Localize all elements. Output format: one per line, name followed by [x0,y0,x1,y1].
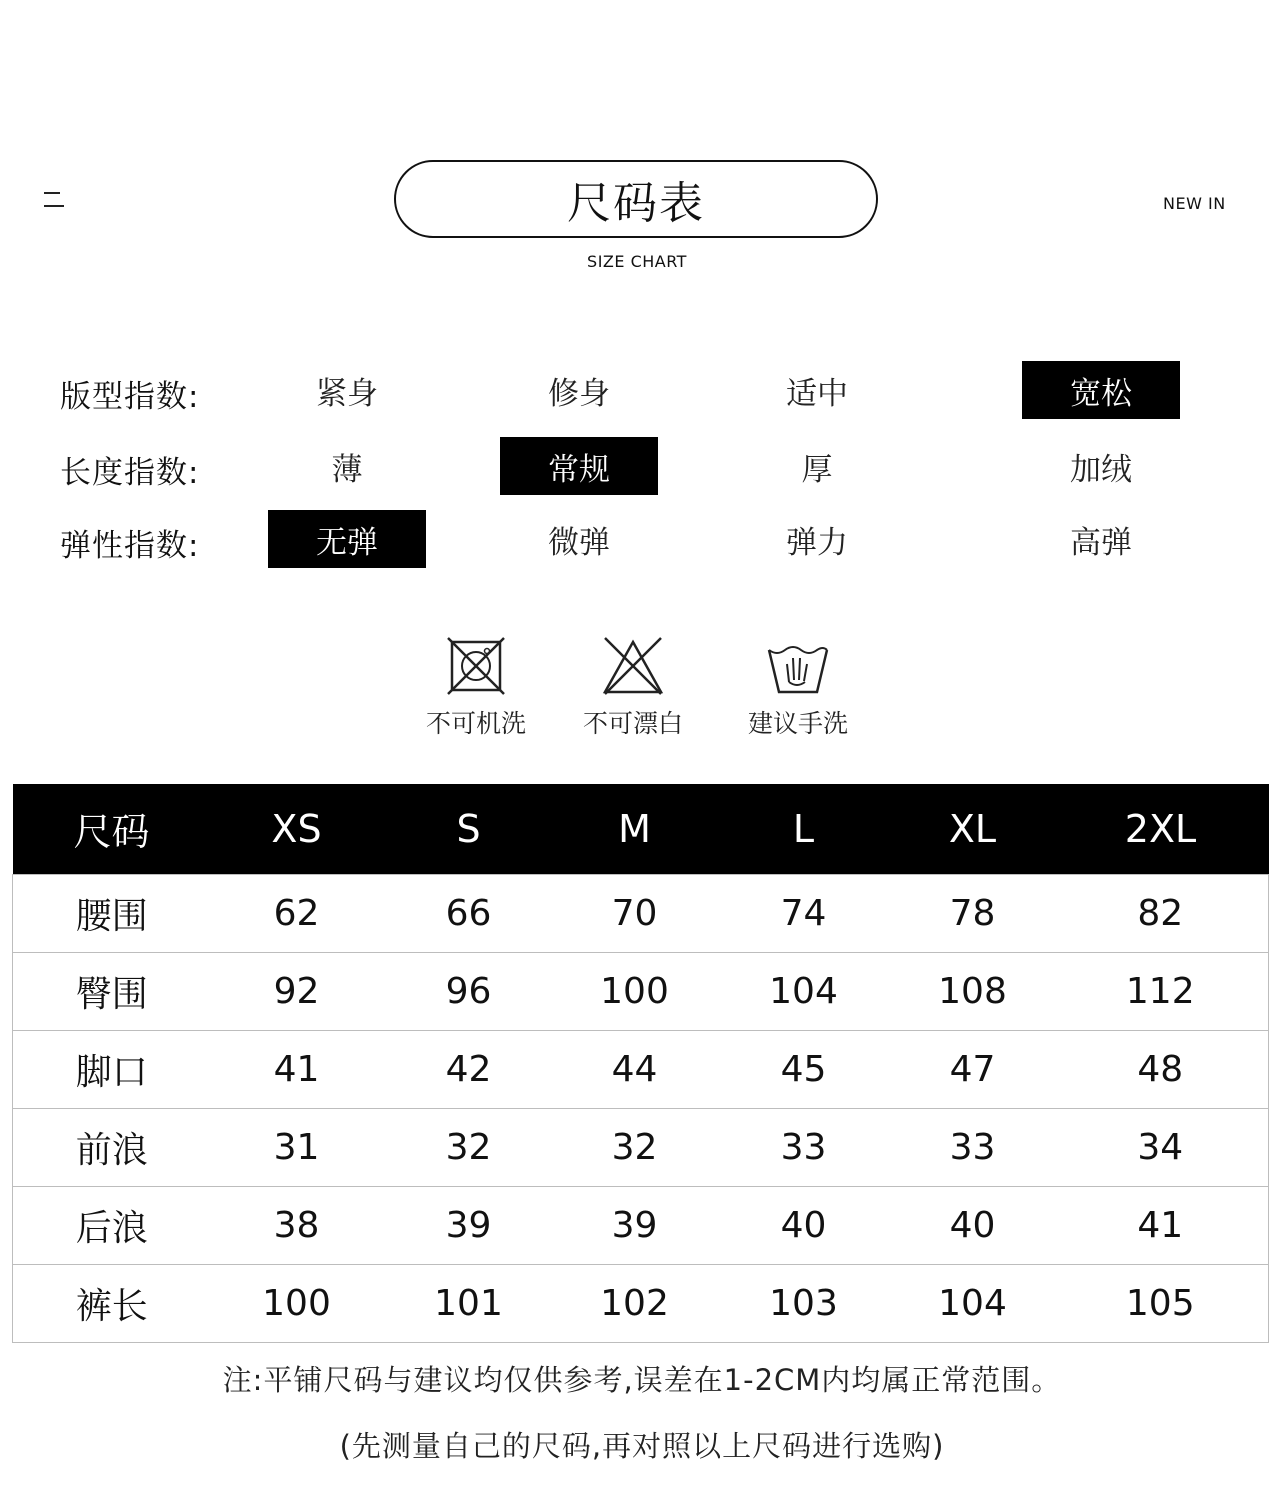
table-cell: 臀围 [13,952,211,1030]
hand-wash-icon [765,636,831,696]
table-cell: 裤长 [13,1264,211,1342]
table-cell: 40 [893,1186,1053,1264]
table-cell: 腰围 [13,874,211,952]
note-line-2: (先测量自己的尺码,再对照以上尺码进行选购) [339,1429,945,1463]
index-label: 长度指数: [60,455,200,491]
table-cell: 101 [383,1264,555,1342]
table-cell: 42 [383,1030,555,1108]
table-header: S [456,806,481,851]
care-label: 不可漂白 [582,709,683,738]
table-cell: 脚口 [13,1030,211,1108]
table-cell: 96 [383,952,555,1030]
table-cell: 前浪 [13,1108,211,1186]
table-cell: 33 [715,1108,893,1186]
table-cell: 后浪 [13,1186,211,1264]
table-cell: 32 [383,1108,555,1186]
page-title [394,160,878,238]
table-header-row [13,784,1269,874]
table-cell: 104 [893,1264,1053,1342]
table-header: M [618,806,651,851]
index-option: 薄 [331,451,363,488]
table-header: XL [948,806,997,851]
table-cell: 102 [555,1264,715,1342]
care-item [563,636,703,740]
table-cell: 62 [211,874,383,952]
table-row [13,1030,1269,1108]
table-row [13,1264,1269,1342]
table-cell: 33 [893,1108,1053,1186]
table-cell: 41 [1053,1186,1269,1264]
table-cell: 31 [211,1108,383,1186]
size-table [12,784,1269,1343]
table-row [13,1108,1269,1186]
table-row [13,1186,1269,1264]
table-cell: 112 [1053,952,1269,1030]
table-cell: 105 [1053,1264,1269,1342]
table-cell: 32 [555,1108,715,1186]
page-subtitle: SIZE CHART [587,252,687,271]
table-row [13,874,1269,952]
care-item [406,636,546,740]
table-cell: 82 [1053,874,1269,952]
no-machine-wash-icon [446,636,506,696]
note-line-1: 注:平铺尺码与建议均仅供参考,误差在1-2CM内均属正常范围。 [222,1363,1062,1397]
index-option: 紧身 [316,375,378,412]
index-option: 宽松 [1022,361,1180,419]
table-header: 2XL [1124,806,1197,851]
index-label: 版型指数: [60,379,200,415]
index-option: 弹力 [786,524,848,561]
table-cell: 78 [893,874,1053,952]
table-cell: 103 [715,1264,893,1342]
table-cell: 108 [893,952,1053,1030]
index-option: 常规 [500,437,658,495]
table-cell: 38 [211,1186,383,1264]
index-option: 高弹 [1070,524,1132,561]
table-cell: 92 [211,952,383,1030]
care-item [728,636,868,740]
table-cell: 100 [555,952,715,1030]
table-cell: 66 [383,874,555,952]
no-bleach-icon [601,636,665,696]
table-cell: 41 [211,1030,383,1108]
index-row-fit [0,361,1280,419]
index-option: 适中 [786,375,848,412]
index-row-thickness [0,437,1280,495]
index-label: 弹性指数: [60,528,200,564]
table-row [13,952,1269,1030]
table-cell: 47 [893,1030,1053,1108]
table-header: 尺码 [73,810,150,855]
table-cell: 70 [555,874,715,952]
table-header: XS [271,806,322,851]
table-cell: 48 [1053,1030,1269,1108]
table-cell: 39 [555,1186,715,1264]
table-cell: 104 [715,952,893,1030]
index-row-elasticity [0,510,1280,568]
table-header: L [792,806,815,851]
table-cell: 44 [555,1030,715,1108]
table-cell: 45 [715,1030,893,1108]
new-in-label: NEW IN [1163,194,1226,213]
page-title-text: 尺码表 [567,178,705,229]
table-cell: 40 [715,1186,893,1264]
table-cell: 34 [1053,1108,1269,1186]
table-cell: 39 [383,1186,555,1264]
index-option: 微弹 [548,524,610,561]
index-option: 无弹 [268,510,426,568]
index-option: 加绒 [1070,451,1132,488]
care-label: 建议手洗 [747,709,848,738]
index-option: 修身 [548,375,610,412]
care-label: 不可机洗 [425,709,526,738]
index-option: 厚 [801,451,833,488]
table-cell: 100 [211,1264,383,1342]
table-cell: 74 [715,874,893,952]
menu-icon[interactable] [44,190,64,212]
